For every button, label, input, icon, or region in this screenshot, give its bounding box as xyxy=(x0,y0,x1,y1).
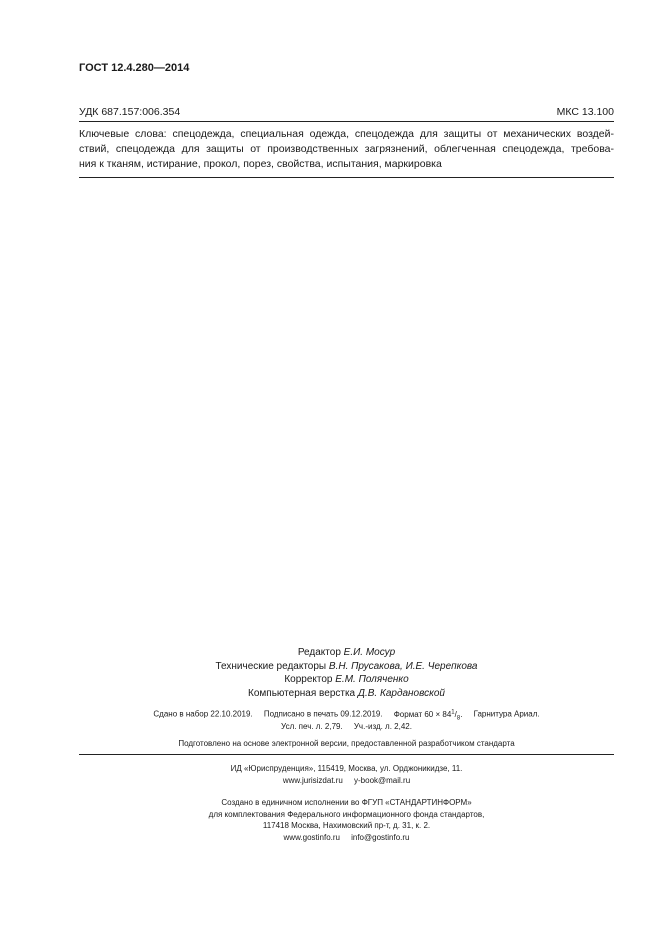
credit-layout: Компьютерная верстка Д.В. Кардановской xyxy=(248,687,445,699)
divider-bottom xyxy=(79,754,614,755)
print-format: Формат $60 \times 84^1/_8$. xyxy=(393,709,463,722)
print-info-line-1: Сдано в набор 22.10.2019. Подписано в печать 09.12.2019. Формат $60 \times 84^1/_8$. Гарнитура Ариал. xyxy=(153,709,540,722)
credit-corrector: Корректор Е.М. Поляченко xyxy=(284,674,409,685)
divider-top xyxy=(79,121,614,122)
print-info-line-2: Усл. печ. л. 2,79. Уч.-изд. л. 2,42. xyxy=(281,722,412,731)
mks-code: МКС 13.100 xyxy=(556,106,614,118)
producer-site-link[interactable]: www.gostinfo.ru xyxy=(283,832,340,842)
publisher-site-link[interactable]: www.jurisizdat.ru xyxy=(282,775,343,785)
prepared-note: Подготовлено на основе электронной версии, предоставленной разработчиком стандарта xyxy=(178,739,515,748)
credit-tech-editors: Технические редакторы В.Н. Прусакова, И.Е. Черепкова xyxy=(215,660,478,672)
credits-block xyxy=(79,646,614,700)
document-code: ГОСТ 12.4.280—2014 xyxy=(79,62,190,74)
keywords-line-3: ния к тканям, истирание, прокол, порез, свойства, испытания, маркировка xyxy=(79,158,442,170)
credit-editor: Редактор Е.И. Мосур xyxy=(297,647,396,658)
keywords-block xyxy=(79,127,614,172)
publisher-block: ИД «Юриспруденция», 115419, Москва, ул. Орджоникидзе, 11. www.jurisizdat.ru y-book@mail.ru xyxy=(230,764,463,785)
keywords-line-2: ствий, спецодежда для защиты от производственных загрязнений, облегченная спецодежда, требова- xyxy=(79,143,614,155)
publisher-email-link[interactable]: y-book@mail.ru xyxy=(354,775,411,785)
keywords-line-1: Ключевые слова: спецодежда, специальная одежда, спецодежда для защиты от механических воздей- xyxy=(79,128,614,140)
divider-keywords xyxy=(79,177,614,178)
producer-email-link[interactable]: info@gostinfo.ru xyxy=(351,832,410,842)
producer-block: Создано в единичном исполнении во ФГУП «СТАНДАРТИНФОРМ» для комплектования Федерального информационного фонда стандартов, 117418 Москва, Нахимовский пр-т, д. 31, к. 2. www.gostinfo.ru info@gostinfo.ru xyxy=(208,798,485,842)
udk-code: УДК 687.157:006.354 xyxy=(79,106,181,118)
